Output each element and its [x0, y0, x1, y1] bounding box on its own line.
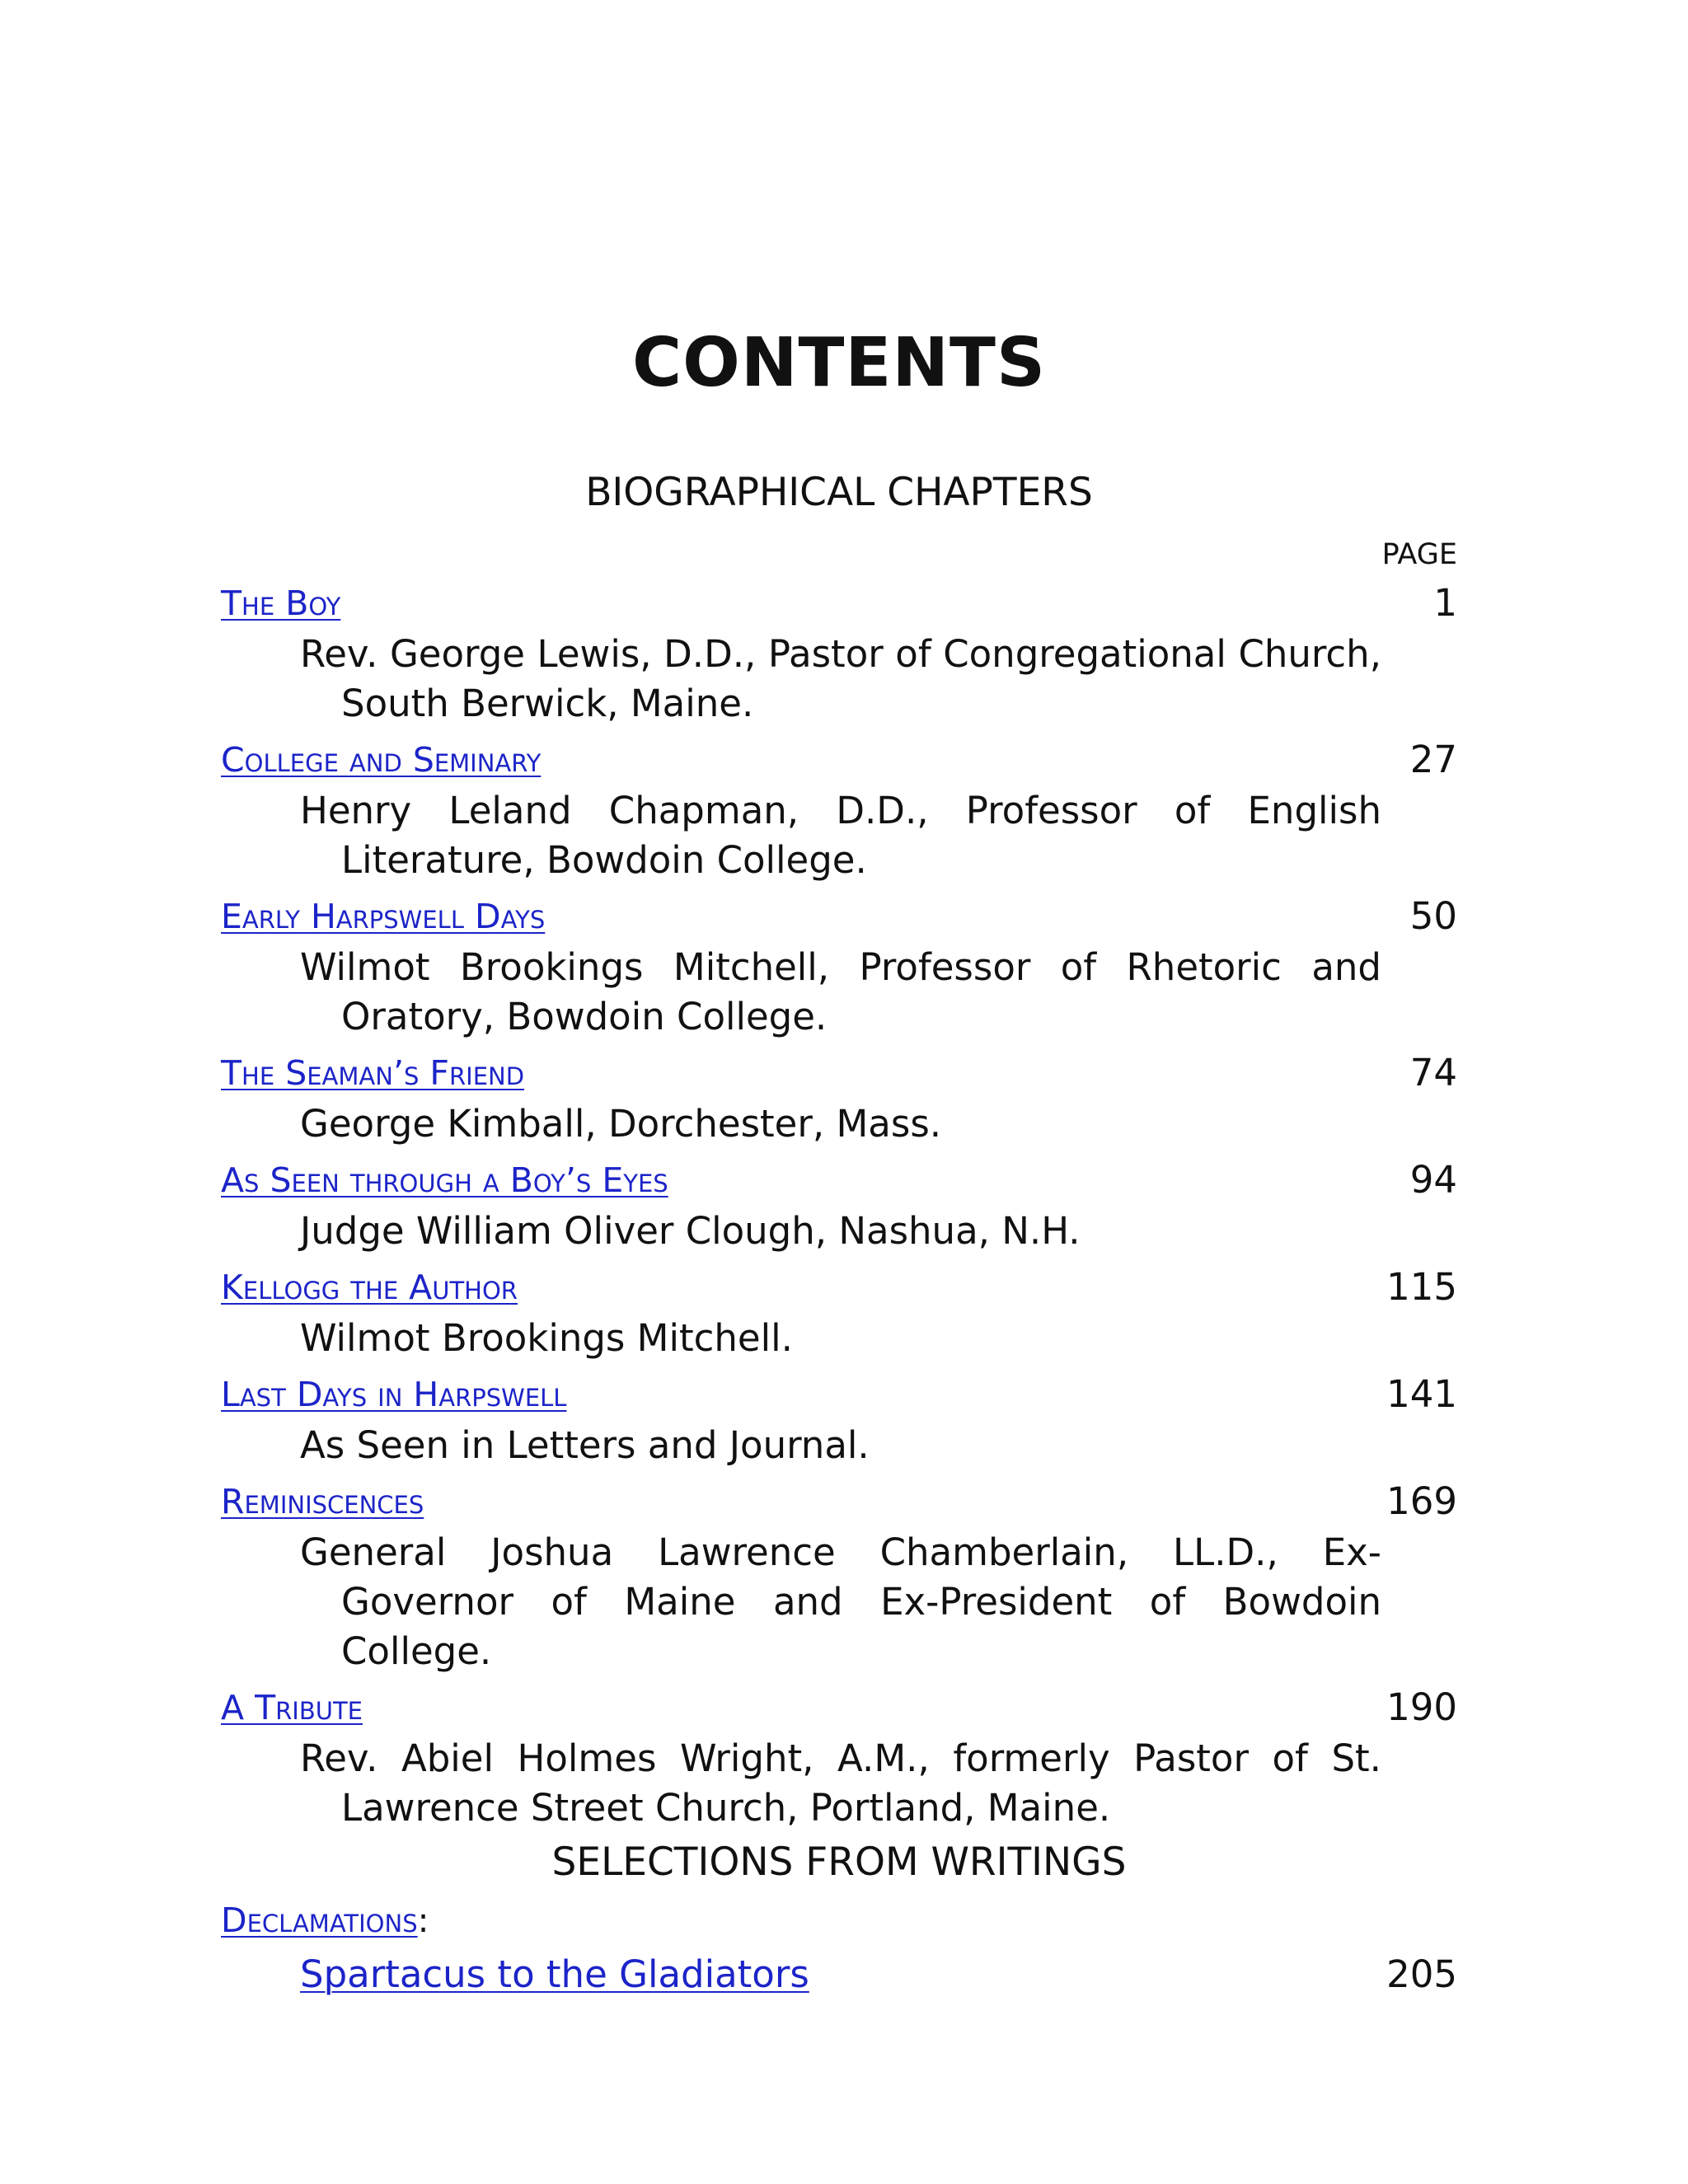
chapter-author: Henry Leland Chapman, D.D., Professor of English Literature, Bowdoin College. [300, 789, 1381, 882]
section-heading-biographical: BIOGRAPHICAL CHAPTERS [585, 470, 1093, 515]
toc-entry [221, 1681, 1457, 1833]
toc-entry [221, 1368, 1457, 1470]
toc-entry [221, 577, 1457, 729]
contents-page [221, 0, 1457, 2184]
page-number: 141 [1386, 1372, 1457, 1416]
toc-entry [221, 1047, 1457, 1149]
chapter-link[interactable]: The Boy [221, 583, 341, 623]
declamations-link[interactable]: Declamations [221, 1900, 418, 1940]
page-number: 74 [1409, 1051, 1457, 1094]
chapter-author: Rev. Abiel Holmes Wright, A.M., formerly Pastor of St. Lawrence Street Church, Portland, Maine. [300, 1736, 1381, 1830]
toc-list [221, 577, 1457, 2001]
section-heading-selections: SELECTIONS FROM WRITINGS [551, 1840, 1127, 1885]
selection-link[interactable]: Spartacus to the Gladiators [300, 1952, 809, 1996]
chapter-link[interactable]: Reminiscences [221, 1482, 424, 1521]
toc-entry [221, 890, 1457, 1042]
chapter-link[interactable]: The Seaman’s Friend [221, 1053, 525, 1093]
group-heading-colon: : [417, 1900, 429, 1940]
chapter-author: Wilmot Brookings Mitchell, Professor of Rhetoric and Oratory, Bowdoin College. [300, 945, 1381, 1038]
chapter-link[interactable]: As Seen through a Boy’s Eyes [221, 1160, 668, 1200]
chapter-link[interactable]: Kellogg the Author [221, 1268, 518, 1307]
group-heading [221, 1894, 429, 1947]
page-number: 1 [1433, 581, 1457, 625]
page-number: 115 [1386, 1265, 1457, 1309]
toc-entry [221, 1261, 1457, 1363]
page-number: 205 [1386, 1952, 1457, 1996]
chapter-author: Rev. George Lewis, D.D., Pastor of Congregational Church, South Berwick, Maine. [300, 632, 1381, 725]
chapter-link[interactable]: A Tribute [221, 1688, 363, 1727]
chapter-link[interactable]: Early Harpswell Days [221, 897, 546, 936]
chapter-author: As Seen in Letters and Journal. [300, 1423, 870, 1467]
selection-entry [221, 1948, 1457, 2001]
toc-entry [221, 733, 1457, 885]
toc-entry [221, 1475, 1457, 1676]
page-number: 94 [1409, 1158, 1457, 1202]
group-heading-row [221, 1894, 1457, 1947]
page-number: 169 [1386, 1479, 1457, 1523]
chapter-link[interactable]: College and Seminary [221, 740, 542, 780]
page-column-label: PAGE [1381, 538, 1457, 571]
page-number: 190 [1386, 1685, 1457, 1729]
chapter-author: Judge William Oliver Clough, Nashua, N.H. [300, 1209, 1081, 1253]
chapter-link[interactable]: Last Days in Harpswell [221, 1375, 567, 1414]
chapter-author: Wilmot Brookings Mitchell. [300, 1316, 793, 1360]
chapter-author: George Kimball, Dorchester, Mass. [300, 1102, 942, 1146]
page-number: 50 [1409, 894, 1457, 938]
page-title: CONTENTS [631, 324, 1047, 402]
page-number: 27 [1409, 738, 1457, 781]
chapter-author: General Joshua Lawrence Chamberlain, LL.D., Ex-Governor of Maine and Ex-President of Bowdoin College. [300, 1530, 1381, 1673]
toc-entry [221, 1154, 1457, 1256]
